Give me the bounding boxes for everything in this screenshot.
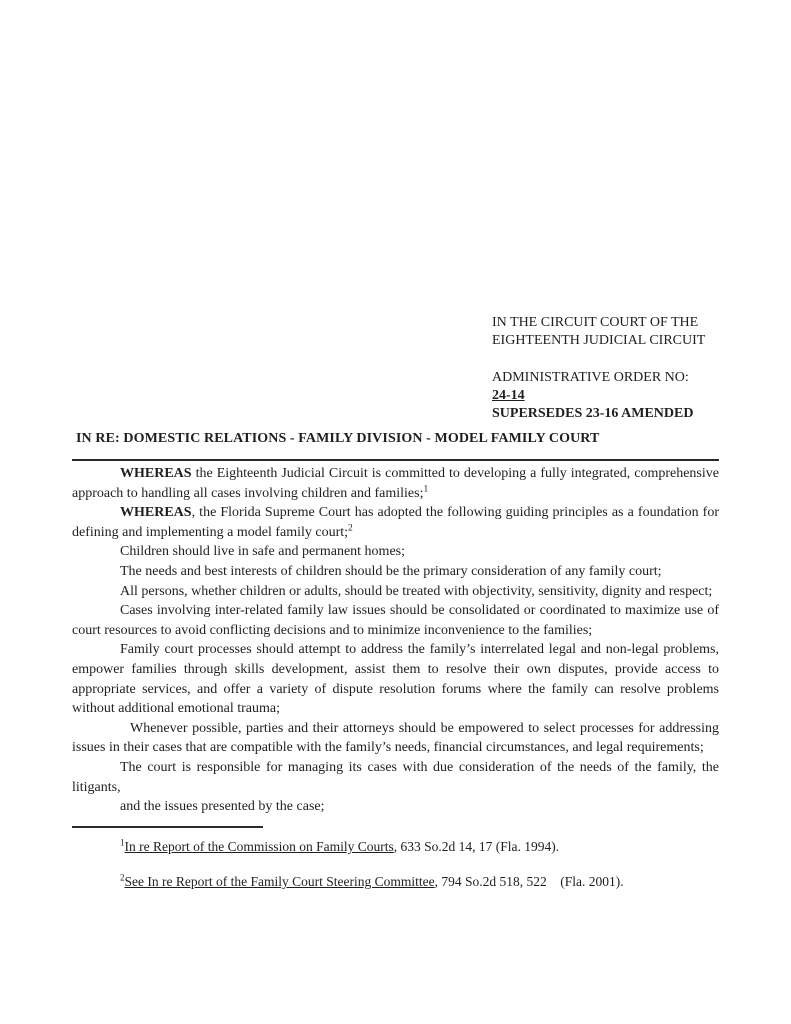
paragraph-text: The court is responsible for managing its cases with due consideration of the needs of the family, the litigants, — [72, 759, 719, 795]
caption-block — [492, 314, 772, 423]
body-paragraph — [72, 719, 719, 758]
court-name-line-1: IN THE CIRCUIT COURT OF THE — [492, 315, 699, 330]
whereas-keyword: WHEREAS — [120, 505, 192, 521]
footnote-2 — [72, 873, 719, 890]
body-paragraph — [72, 797, 719, 817]
admin-order-group — [492, 369, 772, 423]
paragraph-text: The needs and best interests of children should be the primary consideration of any family court; — [120, 563, 662, 579]
body-paragraph — [72, 503, 719, 542]
case-title: IN RE: DOMESTIC RELATIONS - FAMILY DIVISION - MODEL FAMILY COURT — [76, 431, 600, 446]
admin-order-number: 24-14 — [492, 388, 525, 403]
paragraph-text: Cases involving inter-related family law issues should be consolidated or coordinated to maximize use of court resources to avoid conflicting decisions and to minimize inconvenience to the families; — [72, 603, 719, 638]
body-paragraph — [72, 758, 719, 797]
paragraph-text: and the issues presented by the case; — [120, 799, 325, 815]
title-divider-rule — [72, 459, 719, 461]
paragraph-text: Children should live in safe and permanent homes; — [120, 544, 405, 560]
footnote-separator-rule — [72, 826, 263, 828]
admin-order-label: ADMINISTRATIVE ORDER NO: — [492, 370, 689, 385]
supersedes-line: SUPERSEDES 23-16 AMENDED — [492, 406, 694, 421]
footnote-1 — [72, 838, 719, 855]
body-paragraph — [72, 542, 719, 562]
body-paragraph — [72, 601, 719, 640]
body-paragraph — [72, 562, 719, 582]
footnote-ref-1: 1 — [423, 483, 429, 494]
body-paragraph — [72, 582, 719, 602]
whereas-keyword: WHEREAS — [120, 466, 192, 481]
footnote-1-marker: 1 — [120, 837, 125, 848]
paragraph-text: All persons, whether children or adults, should be treated with objectivity, sensitivity, dignity and respect; — [120, 583, 713, 599]
footnote-2-marker: 2 — [120, 872, 125, 883]
order-body — [72, 464, 719, 817]
footnote-1-reporter: , 633 So.2d 14, 17 (Fla. 1994). — [393, 839, 560, 854]
paragraph-text: Family court processes should attempt to address the family’s interrelated legal and non-legal problems, empower families through skills development, assist them to resolve their own disputes, provide access to appropriate services, and offer a variety of dispute resolution forums where the family can resolve problems without additional emotional trauma; — [72, 642, 719, 717]
footnote-2-reporter: , 794 So.2d 518, 522 (Fla. 2001). — [434, 874, 624, 889]
body-paragraph — [72, 640, 719, 718]
paragraph-text: the Eighteenth Judicial Circuit is committed to developing a fully integrated, comprehensive approach to handling all cases involving children and families; — [72, 466, 719, 501]
paragraph-text: , the Florida Supreme Court has adopted the following guiding principles as a foundation for defining and implementing a model family court; — [72, 505, 719, 540]
court-name-line-2: EIGHTEENTH JUDICIAL CIRCUIT — [492, 333, 706, 348]
footnote-1-citation: In re Report of the Commission on Family Courts — [124, 839, 394, 854]
footnotes-section — [72, 826, 719, 890]
footnote-ref-2: 2 — [348, 523, 353, 534]
footnote-2-citation: See In re Report of the Family Court Steering Committee — [124, 874, 435, 889]
body-paragraph — [72, 464, 719, 503]
paragraph-text: Whenever possible, parties and their attorneys should be empowered to select processes for addressing issues in their cases that are compatible with the family’s needs, financial circumstances, and legal requirements; — [72, 720, 719, 756]
